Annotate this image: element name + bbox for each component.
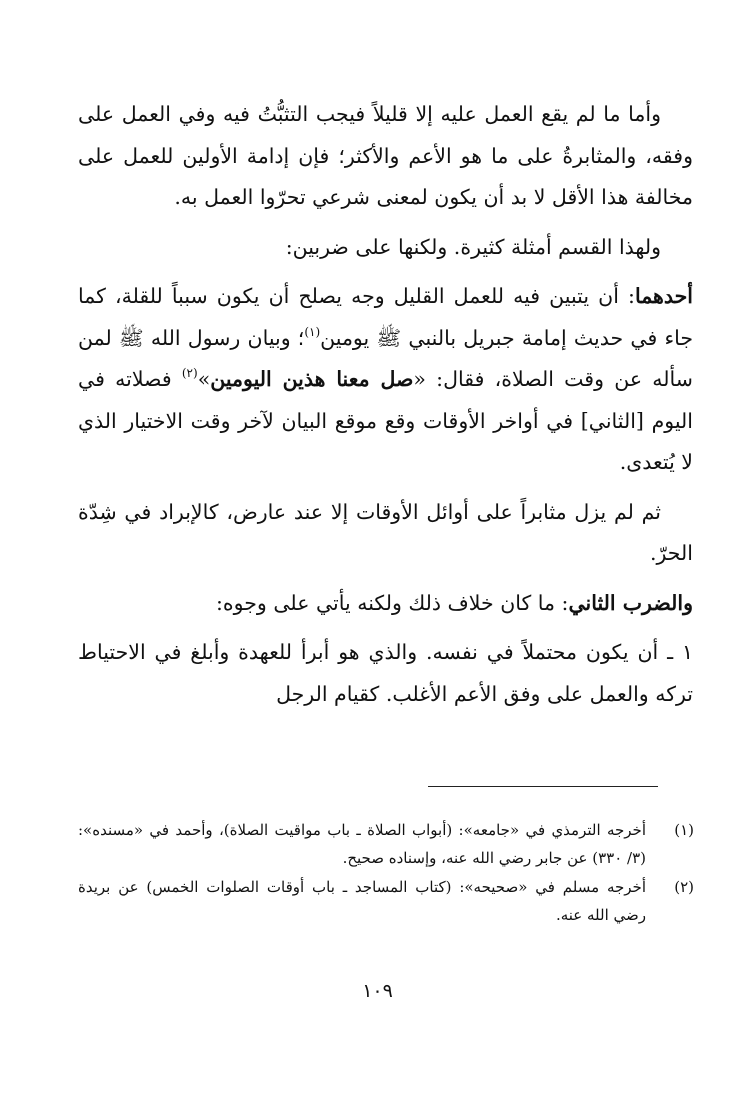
paragraph-3-part-a: : أن يتبين فيه للعمل القليل وجه يصلح أن يكون سبباً للقلة، كما جاء في حديث إمامة جبريل بالنبي ﷺ يومين: [78, 284, 694, 350]
footnote-1-text: أخرجه الترمذي في «جامعه»: (أبواب الصلاة ـ باب مواقيت الصلاة)، وأحمد في «مسنده»: (٣/ ٣٣٠) عن جابر رضي الله عنه، وإسناده صحيح.: [78, 821, 646, 867]
first-type-label: أحدهما: [634, 284, 693, 308]
paragraph-6: ١ ـ أن يكون محتملاً في نفسه. والذي هو أبرأ للعهدة وأبلغ في الاحتياط تركه والعمل على وفق الأعم الأغلب. كقيام الرجل: [78, 640, 693, 706]
paragraph-3-part-b: ؛ وبيان رسول الله ﷺ لمن سأله عن وقت الصلاة، فقال: «: [78, 325, 693, 391]
footnote-2-text: أخرجه مسلم في «صحيحه»: (كتاب المساجد ـ باب أوقات الصلوات الخمس) عن بريدة رضي الله عنه.: [78, 878, 646, 924]
paragraph-3: [78, 276, 693, 484]
second-type-label: والضرب الثاني: [568, 590, 693, 615]
page-number: ١٠٩: [362, 980, 393, 1002]
footnotes: [78, 817, 694, 931]
paragraph-3-part-d: فصلاته في اليوم [الثاني] في أواخر الأوقات وقع موقع البيان لآخر وقت الاختيار الذي لا يُتعدى.: [78, 367, 693, 474]
footnote-2-number: (٢): [674, 878, 694, 896]
paragraph-1: وأما ما لم يقع العمل عليه إلا قليلاً فيجب التثبُّتُ فيه وفي العمل على وفقه، والمثابرةُ على ما هو الأعم والأكثر؛ فإن إدامة الأولين للعمل على مخالفة هذا الأقل لا بد أن يكون لمعنى شرعي تحرّوا العمل به.: [78, 102, 693, 209]
paragraph-4: ثم لم يزل مثابراً على أوائل الأوقات إلا عند عارض، كالإبراد في شِدّة الحرّ.: [78, 499, 693, 565]
footnote-2: [78, 874, 694, 929]
paragraph-3-part-c: »: [197, 367, 211, 391]
footnote-1-number: (١): [674, 821, 694, 839]
paragraph-2: ولهذا القسم أمثلة كثيرة. ولكنها على ضربين:: [285, 234, 661, 259]
main-text: [78, 94, 693, 715]
paragraph-5: [78, 583, 693, 625]
footnote-ref-2: (٢): [181, 366, 198, 380]
footnote-divider: [428, 786, 658, 787]
paragraph-5-text: : ما كان خلاف ذلك ولكنه يأتي على وجوه:: [216, 590, 569, 615]
hadith-quote: صل معنا هذين اليومين: [210, 367, 414, 391]
footnote-ref-1: (١): [304, 324, 321, 339]
footnote-1: [78, 817, 694, 872]
